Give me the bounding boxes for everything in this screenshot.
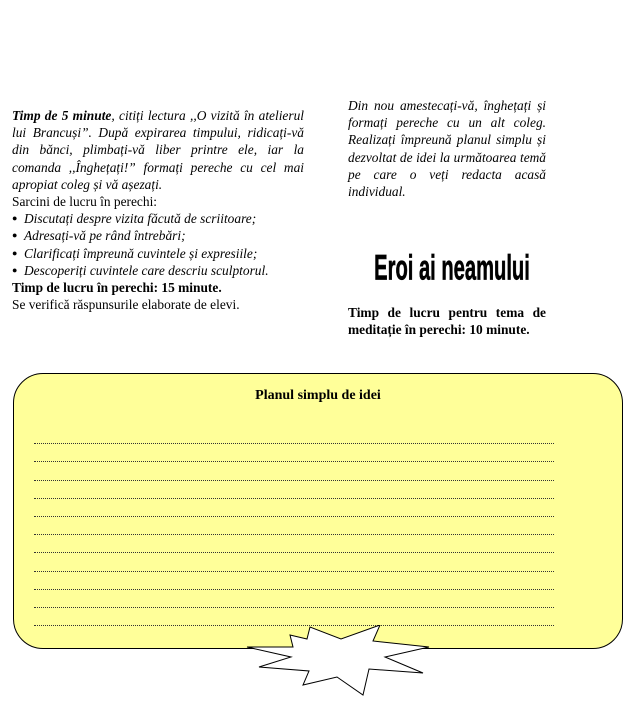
list-item: ● Adresați-vă pe rând întrebări; — [12, 227, 304, 244]
writing-line[interactable] — [34, 444, 554, 462]
pair-activity-instructions — [12, 107, 304, 313]
intro-time-highlight: Timp de 5 minute — [12, 108, 112, 123]
theme-heading — [367, 238, 537, 286]
writing-line[interactable] — [34, 553, 554, 571]
writing-line[interactable] — [34, 517, 554, 535]
idea-plan-lines — [34, 426, 554, 626]
tasks-list — [12, 210, 304, 279]
burst-star-icon — [245, 625, 435, 697]
theme-heading-graphic — [367, 238, 537, 286]
writing-line[interactable] — [34, 462, 554, 480]
writing-line[interactable] — [34, 535, 554, 553]
writing-line[interactable] — [34, 481, 554, 499]
theme-time-limit-text: Timp de lucru pentru tema de meditație în perechi: 10 minute. — [348, 305, 546, 338]
list-item: ● Clarificați împreună cuvintele și expresiile; — [12, 245, 304, 262]
writing-line[interactable] — [34, 572, 554, 590]
list-item: ● Descoperiți cuvintele care descriu sculptorul. — [12, 262, 304, 279]
idea-plan-title: Planul simplu de idei — [255, 388, 381, 403]
verification-note: Se verifică răspunsurile elaborate de elevi. — [12, 297, 240, 313]
list-item: ● Discutați despre vizita făcută de scriitoare; — [12, 210, 304, 227]
intro-paragraph — [12, 107, 304, 193]
theme-instructions — [348, 97, 546, 200]
theme-time-limit — [348, 304, 546, 338]
idea-plan-box — [13, 373, 623, 649]
writing-line[interactable] — [34, 608, 554, 626]
writing-line[interactable] — [34, 499, 554, 517]
writing-line[interactable] — [34, 426, 554, 444]
intro-text: , citiți lectura ,,O vizită în atelierul lui Brancuși”. După expirarea timpului, ridicați-vă din bănci, plimbați-vă liber printre ele, iar la comanda ,,Înghețați!” formați pereche cu cel mai apropiat coleg și vă așezați. — [12, 108, 304, 192]
theme-instructions-text: Din nou amestecați-vă, înghețați și formați pereche cu un alt coleg. Realizați împreună planul simplu și dezvoltat de idei la următoarea temă pe care o veți redacta acasă individual. — [348, 98, 546, 200]
tasks-label: Sarcini de lucru în perechi: — [12, 194, 158, 210]
writing-line[interactable] — [34, 590, 554, 608]
pairs-time-limit: Timp de lucru în perechi: 15 minute. — [12, 280, 222, 296]
theme-heading-text: Eroi ai neamului — [374, 248, 530, 286]
